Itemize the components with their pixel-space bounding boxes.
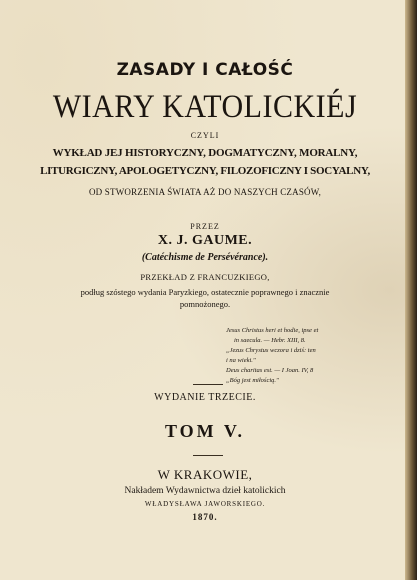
title-line-1: ZASADY I CAŁOŚĆ [116,60,294,80]
divider [193,455,223,456]
subtitle-line-3: OD STWORZENIA ŚWIATA AŻ DO NASZYCH CZASÓW, [88,187,322,197]
subtitle-line-2: LITURGICZNY, APOLOGETYCZNY, FILOZOFICZNY I SOCYALNY, [40,165,370,177]
epigraph-line: Deus charitas est. — I Joan. IV, 8 [226,367,314,374]
edition-note-line-1: podług szóstego wydania Paryzkiego, ostatecznie poprawnego i znacznie [80,287,330,297]
printer: WŁADYSŁAWA JAWORSKIEGO. [144,500,266,508]
book-spine-edge [405,0,417,580]
volume-label: TOM V. [164,421,246,441]
epigraph-line: in saecula. — Hebr. XIII, 8. [234,337,306,344]
epigraph-line: i na wieki." [226,357,256,364]
divider [193,384,223,385]
przez-label: PRZEZ [190,222,220,231]
edition-note-line-2: pomnożonego. [179,299,231,309]
edition-label: WYDANIE TRZECIE. [154,392,256,403]
publication-year: 1870. [192,512,218,522]
publisher: Nakładem Wydawnictwa dzieł katolickich [124,486,286,496]
original-title: (Catéchisme de Persévérance). [141,252,269,263]
place-of-publication: W KRAKOWIE, [157,467,253,482]
epigraph-line: „Jezus Chrystus wczora i dziś: ten [226,347,316,354]
epigraph-line: „Bóg jest miłością." [226,377,279,384]
title-line-2: WIARY KATOLICKIÉJ [52,88,358,125]
translation-note: PRZEKŁAD Z FRANCUZKIEGO, [140,272,270,282]
epigraph [226,326,376,386]
czyli-label: CZYLI [190,131,220,140]
subtitle-line-1: WYKŁAD JEJ HISTORYCZNY, DOGMATYCZNY, MORALNY, [52,147,358,159]
author-name: X. J. GAUME. [157,233,253,248]
epigraph-line: Jesus Christus heri et hodie, ipse et [226,327,319,334]
